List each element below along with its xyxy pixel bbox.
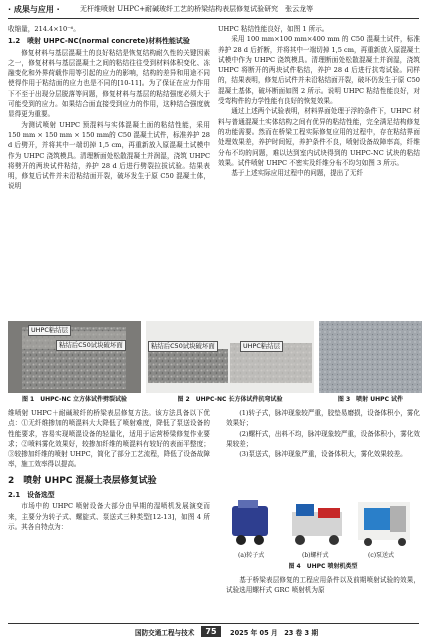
broken-surface-label: 粘结后C50试块破坏面: [56, 340, 126, 351]
list-item: (2)螺杆式，出料不均，脉冲现象较严重，设备体积小，雾化效果较差；: [226, 429, 420, 448]
paragraph: 基于桥梁表层修复的工程应用条件以及前期喷射试验的效果，试验选用螺杆式 GRC 喷射机为原: [226, 576, 420, 595]
right-column-top: [218, 24, 420, 178]
running-title: 无杆维喷射 UHPC+耐碱玻纤工艺的桥梁结构表层修复试验研究 张云龙等: [80, 5, 314, 13]
sprayed-specimen-image: [319, 321, 422, 393]
page-number: 75: [201, 626, 221, 637]
section-heading-2: 2 喷射 UHPC 混凝土表层修复试验: [8, 475, 157, 486]
section-heading-2-1: 2.1 设备选型: [8, 491, 55, 500]
beam-specimen-image: [146, 321, 314, 393]
figure-1-caption: 图 1 UHPC-NC 立方体试件劈裂试验: [21, 396, 128, 403]
page-header: [0, 0, 427, 22]
paragraph: 市场中的 UHPC 喷射设备大部分由早期的湿喷机发展演变而来，主要分为转子式、螺旋式、泵送式三种类型[12-13]，如图 4 所示。其各自特点为：: [8, 502, 210, 531]
left-column-bottom: [8, 408, 210, 532]
issue-info: 2025 年 05 月 23 卷 3 期: [230, 629, 319, 637]
footer-rule: [8, 623, 419, 624]
right-column-end: [226, 575, 420, 596]
figure-4-caption: 图 4 UHPC 喷射机类型: [288, 563, 358, 570]
left-column-top: [8, 24, 210, 192]
uhpc-layer-label: UHPC粘结层: [28, 325, 71, 336]
figure-3-photo: [319, 321, 422, 393]
list-item: (1)转子式，脉冲现象较严重，胶垫易磨损，设备体积小，雾化效果好；: [226, 409, 420, 428]
section-heading-1-2: 1.2 喷射 UHPC-NC(normal concrete)材料性能试验: [8, 37, 190, 46]
section-label: · 成果与应用 ·: [8, 5, 60, 14]
list-item: (3)泵送式，脉冲现象严重，设备体积大，雾化效果较差。: [239, 450, 407, 459]
paragraph: 修复材料与基层混凝土的良好粘结是恢复结构耐久性的关键因素之一，修复材料与基层混凝土之间的粘结往往受到材料体积变化、冻融变化和外界荷载作用等引起的应力的影响，结构的差异和用途不同使得作用于粘结面的应力也是不同的[10-11]。为了保证在应力作用下不至于出现分层脱落等问题，修复材料与基层的粘结强度必须大于可能受到的应力。如果结合面直接受到应力的作用，这种结合强度就显得更为重要。: [8, 48, 210, 119]
figure-4a-caption: (a)转子式: [238, 552, 265, 559]
paragraph: 通过上述两个试验表明，材料界面处理于浮的条件下，UHPC 材料与普通混凝土实体结构之间有优异的粘结性能，完全满足结构修复的功能需要。然而在桥梁工程实际修复应用的过程中，存在粘结界面处理效果差，养护时间短，养护条件不良，喷射设备故障率高，纤维分布不均的问题，难以达到室内试块得到的 UHPC-NC 试块的粘结效果。试件喷射 UHPC 不密实及纤维分布不均匀如图 3 所示。: [218, 107, 420, 167]
journal-name: 国防交通工程与技术: [135, 629, 195, 637]
page-footer: [0, 623, 427, 639]
sprayer-types-image: [226, 498, 416, 548]
paragraph: 采用 100 mm×100 mm×400 mm 的 C50 混凝土试件，标准养护 28 d 后折断，并将其中一端切掉 1,5 cm，再重新放入原混凝土试模中作为 UHPC 浇筑模具。清理断面处松散混凝土并润湿，浇筑 UHPC 将断开的两块试件粘结，养护 28 d 后进行抗弯试验。同样的，结果表明，修复后试件并未沿粘结面开裂，破坏仍发生于原 C50 混凝土基体，破坏断面如图 2 所示。说明 UHPC 粘结性能良好，对受弯构件的力学性能有良好的恢复效果。: [218, 35, 420, 106]
figure-4c-caption: (c)泵送式: [368, 552, 395, 559]
paragraph: 维喷射 UHPC＋耐碱玻纤的桥梁表层修复方法。该方法具备以下优点：①无纤维掺加的喷混料大大降低了喷射难度，降低了泵送设备的性能要求，容易实现喷混设备的轻量化，适用于运营桥梁修复作业要求；②喷料雾化效果好，较掺加纤维的喷混料有较好的表面平整度；③较掺加纤维的喷射 UHPC，简化了部分工艺流程，降低了设备故障率，施工效率得以提高。: [8, 409, 210, 469]
paragraph: UHPC 粘结性能良好，如图 1 所示。: [218, 25, 329, 33]
right-column-list: [226, 408, 420, 459]
figure-4b-caption: (b)螺杆式: [302, 552, 329, 559]
figure-2-caption: 图 2 UHPC-NC 长方体试件抗弯试验: [177, 396, 283, 403]
broken-surface-label-2: 粘结后C50试块破坏面: [148, 341, 218, 352]
uhpc-layer-label-2: UHPC粘结层: [240, 341, 283, 352]
figure-1-photo: [8, 321, 141, 393]
figure-3-caption: 图 3 喷射 UHPC 试件: [337, 396, 404, 403]
paragraph: 基于上述实际应用过程中的问题，提出了无纤: [231, 169, 364, 178]
figure-row: [8, 321, 422, 391]
header-rule: [8, 18, 419, 19]
paragraph: 收缩量，214.4×10⁻⁶。: [8, 25, 80, 33]
figure-4-photos: [226, 498, 416, 548]
paragraph: 为测试喷射 UHPC 预混料与实体混凝土面的粘结性能，采用 150 mm × 150 mm × 150 mm的 C50 混凝土试件，标准养护 28 d 后劈开，并将其中一端切掉 1,5 cm，再重新放入原混凝土试模中作为 UHPC 浇筑模具。清理断面处松散混凝土并润湿，浇筑 UHPC 将劈开的两块试件粘结，养护 28 d 后进行劈裂拉拔试验。结果表明，修复后试件并未沿粘结面开裂，破坏发生于原 C50 混凝土体，说明: [8, 120, 210, 191]
figure-2-photo: [146, 321, 314, 393]
